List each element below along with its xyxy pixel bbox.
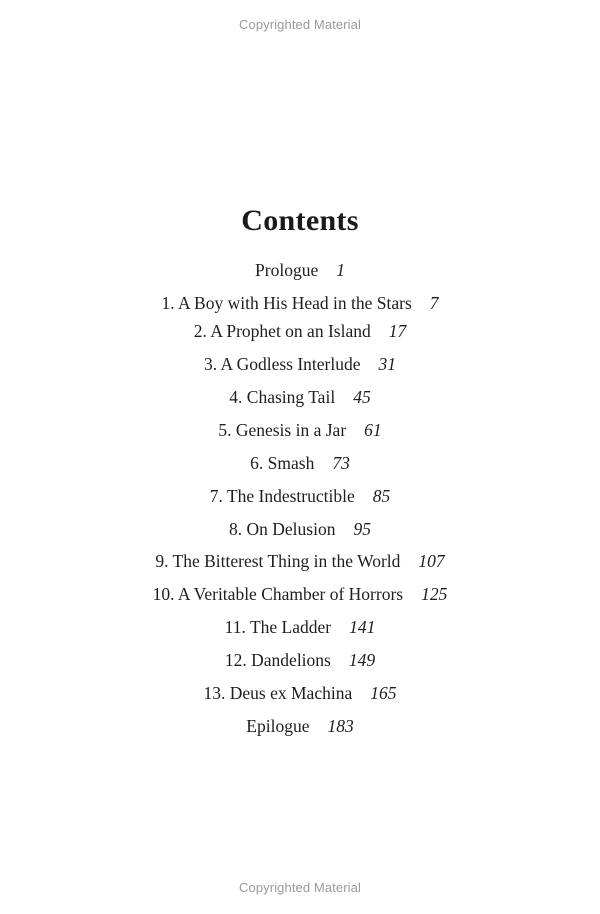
toc-entry-title: 2. A Prophet on an Island	[193, 321, 371, 341]
toc-entry-chapter-7	[0, 484, 600, 508]
toc-entry-chapter-2	[0, 319, 600, 343]
toc-entry-page: 165	[370, 683, 397, 703]
toc-entry-title: 4. Chasing Tail	[229, 387, 336, 407]
toc-entry-chapter-12	[0, 648, 600, 672]
toc-entry-title: 9. The Bitterest Thing in the World	[155, 551, 401, 571]
toc-entry-page: 125	[421, 584, 448, 604]
toc-entry-title: 11. The Ladder	[224, 617, 332, 637]
toc-entry-page: 107	[418, 551, 445, 571]
toc-entry-chapter-13	[0, 681, 600, 705]
toc-entry-chapter-11	[0, 615, 600, 639]
copyright-watermark-top: Copyrighted Material	[239, 17, 361, 32]
toc-entry-chapter-3	[0, 352, 600, 376]
toc-entry-page: 61	[364, 420, 382, 440]
toc-entry-title: 10. A Veritable Chamber of Horrors	[152, 584, 404, 604]
toc-entry-title: 5. Genesis in a Jar	[218, 420, 347, 440]
toc-entry-title: 1. A Boy with His Head in the Stars	[161, 293, 412, 313]
toc-entry-title: 13. Deus ex Machina	[203, 683, 353, 703]
toc-entry-chapter-4	[0, 385, 600, 409]
toc-entry-title: Prologue	[255, 260, 319, 280]
toc-entry-page: 149	[348, 650, 376, 670]
toc-entry-title: 3. A Godless Interlude	[203, 354, 361, 374]
toc-entry-page: 95	[353, 519, 371, 539]
toc-entry-title: Epilogue	[246, 716, 310, 736]
toc-entry-chapter-6	[0, 451, 600, 475]
toc-entry-prologue	[0, 258, 600, 282]
toc-entry-page: 1	[336, 260, 345, 280]
toc-entry-page: 45	[353, 387, 371, 407]
toc-entry-page: 85	[372, 486, 391, 506]
toc-entry-title: 12. Dandelions	[224, 650, 331, 670]
toc-entry-page: 183	[327, 716, 354, 736]
toc-entry-title: 7. The Indestructible	[209, 486, 355, 506]
toc-entry-title: 6. Smash	[250, 453, 315, 473]
toc-entry-chapter-1	[0, 291, 600, 315]
page-title: Contents	[241, 204, 359, 238]
copyright-watermark-bottom: Copyrighted Material	[239, 880, 361, 895]
toc-entry-page: 17	[388, 321, 407, 341]
toc-entry-page: 141	[349, 617, 376, 637]
toc-entry-epilogue	[0, 714, 600, 738]
toc-entry-page: 7	[429, 293, 439, 313]
toc-entry-chapter-5	[0, 418, 600, 442]
toc-entry-page: 31	[378, 354, 396, 374]
toc-entry-title: 8. On Delusion	[229, 519, 336, 539]
toc-entry-page: 73	[332, 453, 350, 473]
toc-entry-chapter-8	[0, 517, 600, 541]
toc-entry-chapter-10	[0, 582, 600, 606]
toc-entry-chapter-9	[0, 549, 600, 573]
